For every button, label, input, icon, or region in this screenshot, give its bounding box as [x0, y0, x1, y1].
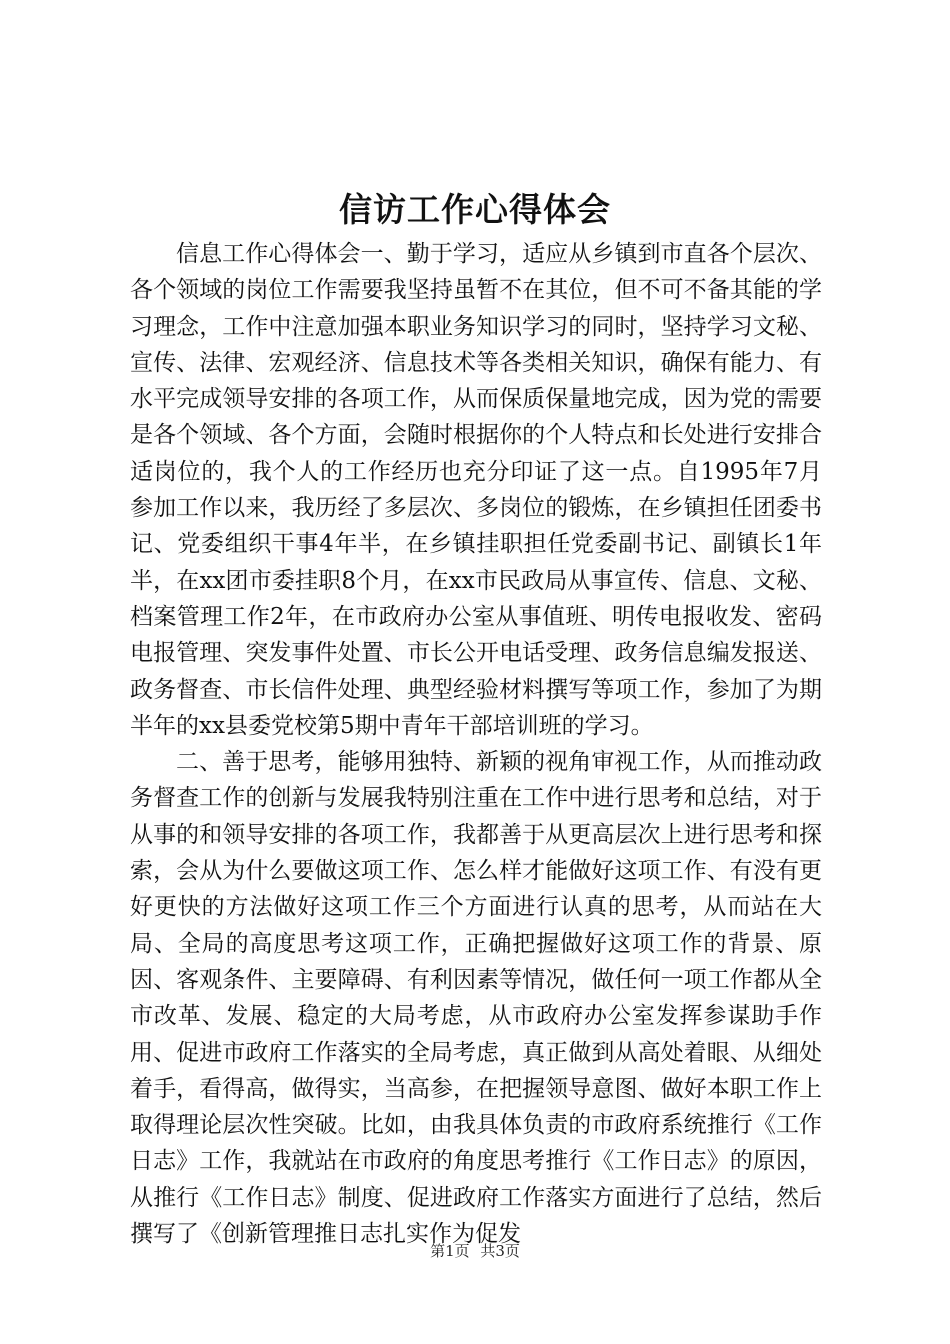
document-body: [130, 236, 822, 1252]
page-number-current: 第1页: [430, 1242, 470, 1260]
page-footer: [0, 1240, 950, 1262]
page-number-total: 共3页: [480, 1242, 520, 1260]
paragraph-2: 二、善于思考，能够用独特、新颖的视角审视工作，从而推动政务督查工作的创新与发展我特别注重在工作中进行思考和总结，对于从事的和领导安排的各项工作，我都善于从更高层次上进行思考和探索，会从为什么要做这项工作、怎么样才能做好这项工作、有没有更好更快的方法做好这项工作三个方面进行认真的思考，从而站在大局、全局的高度思考这项工作，正确把握做好这项工作的背景、原因、客观条件、主要障碍、有利因素等情况，做任何一项工作都从全市改革、发展、稳定的大局考虑，从市政府办公室发挥参谋助手作用、促进市政府工作落实的全局考虑，真正做到从高处着眼、从细处着手，看得高，做得实，当高参，在把握领导意图、做好本职工作上取得理论层次性突破。比如，由我具体负责的市政府系统推行《工作日志》工作，我就站在市政府的角度思考推行《工作日志》的原因，从推行《工作日志》制度、促进政府工作落实方面进行了总结，然后撰写了《创新管理推日志扎实作为促发: [130, 749, 822, 1248]
document-title: 信访工作心得体会: [339, 190, 611, 229]
paragraph-1: 信息工作心得体会一、勤于学习，适应从乡镇到市直各个层次、各个领域的岗位工作需要我坚持虽暂不在其位，但不可不备其能的学习理念，工作中注意加强本职业务知识学习的同时，坚持学习文秘、宣传、法律、宏观经济、信息技术等各类相关知识，确保有能力、有水平完成领导安排的各项工作，从而保质保量地完成，因为党的需要是各个领域、各个方面，会随时根据你的个人特点和长处进行安排合适岗位的，我个人的工作经历也充分印证了这一点。自1995年7月参加工作以来，我历经了多层次、多岗位的锻炼，在乡镇担任团委书记、党委组织干事4年半，在乡镇挂职担任党委副书记、副镇长1年半，在xx团市委挂职8个月，在xx市民政局从事宣传、信息、文秘、档案管理工作2年，在市政府办公室从事值班、明传电报收发、密码电报管理、突发事件处置、市长公开电话受理、政务信息编发报送、政务督查、市长信件处理、典型经验材料撰写等项工作，参加了为期半年的xx县委党校第5期中青年干部培训班的学习。: [130, 241, 822, 739]
